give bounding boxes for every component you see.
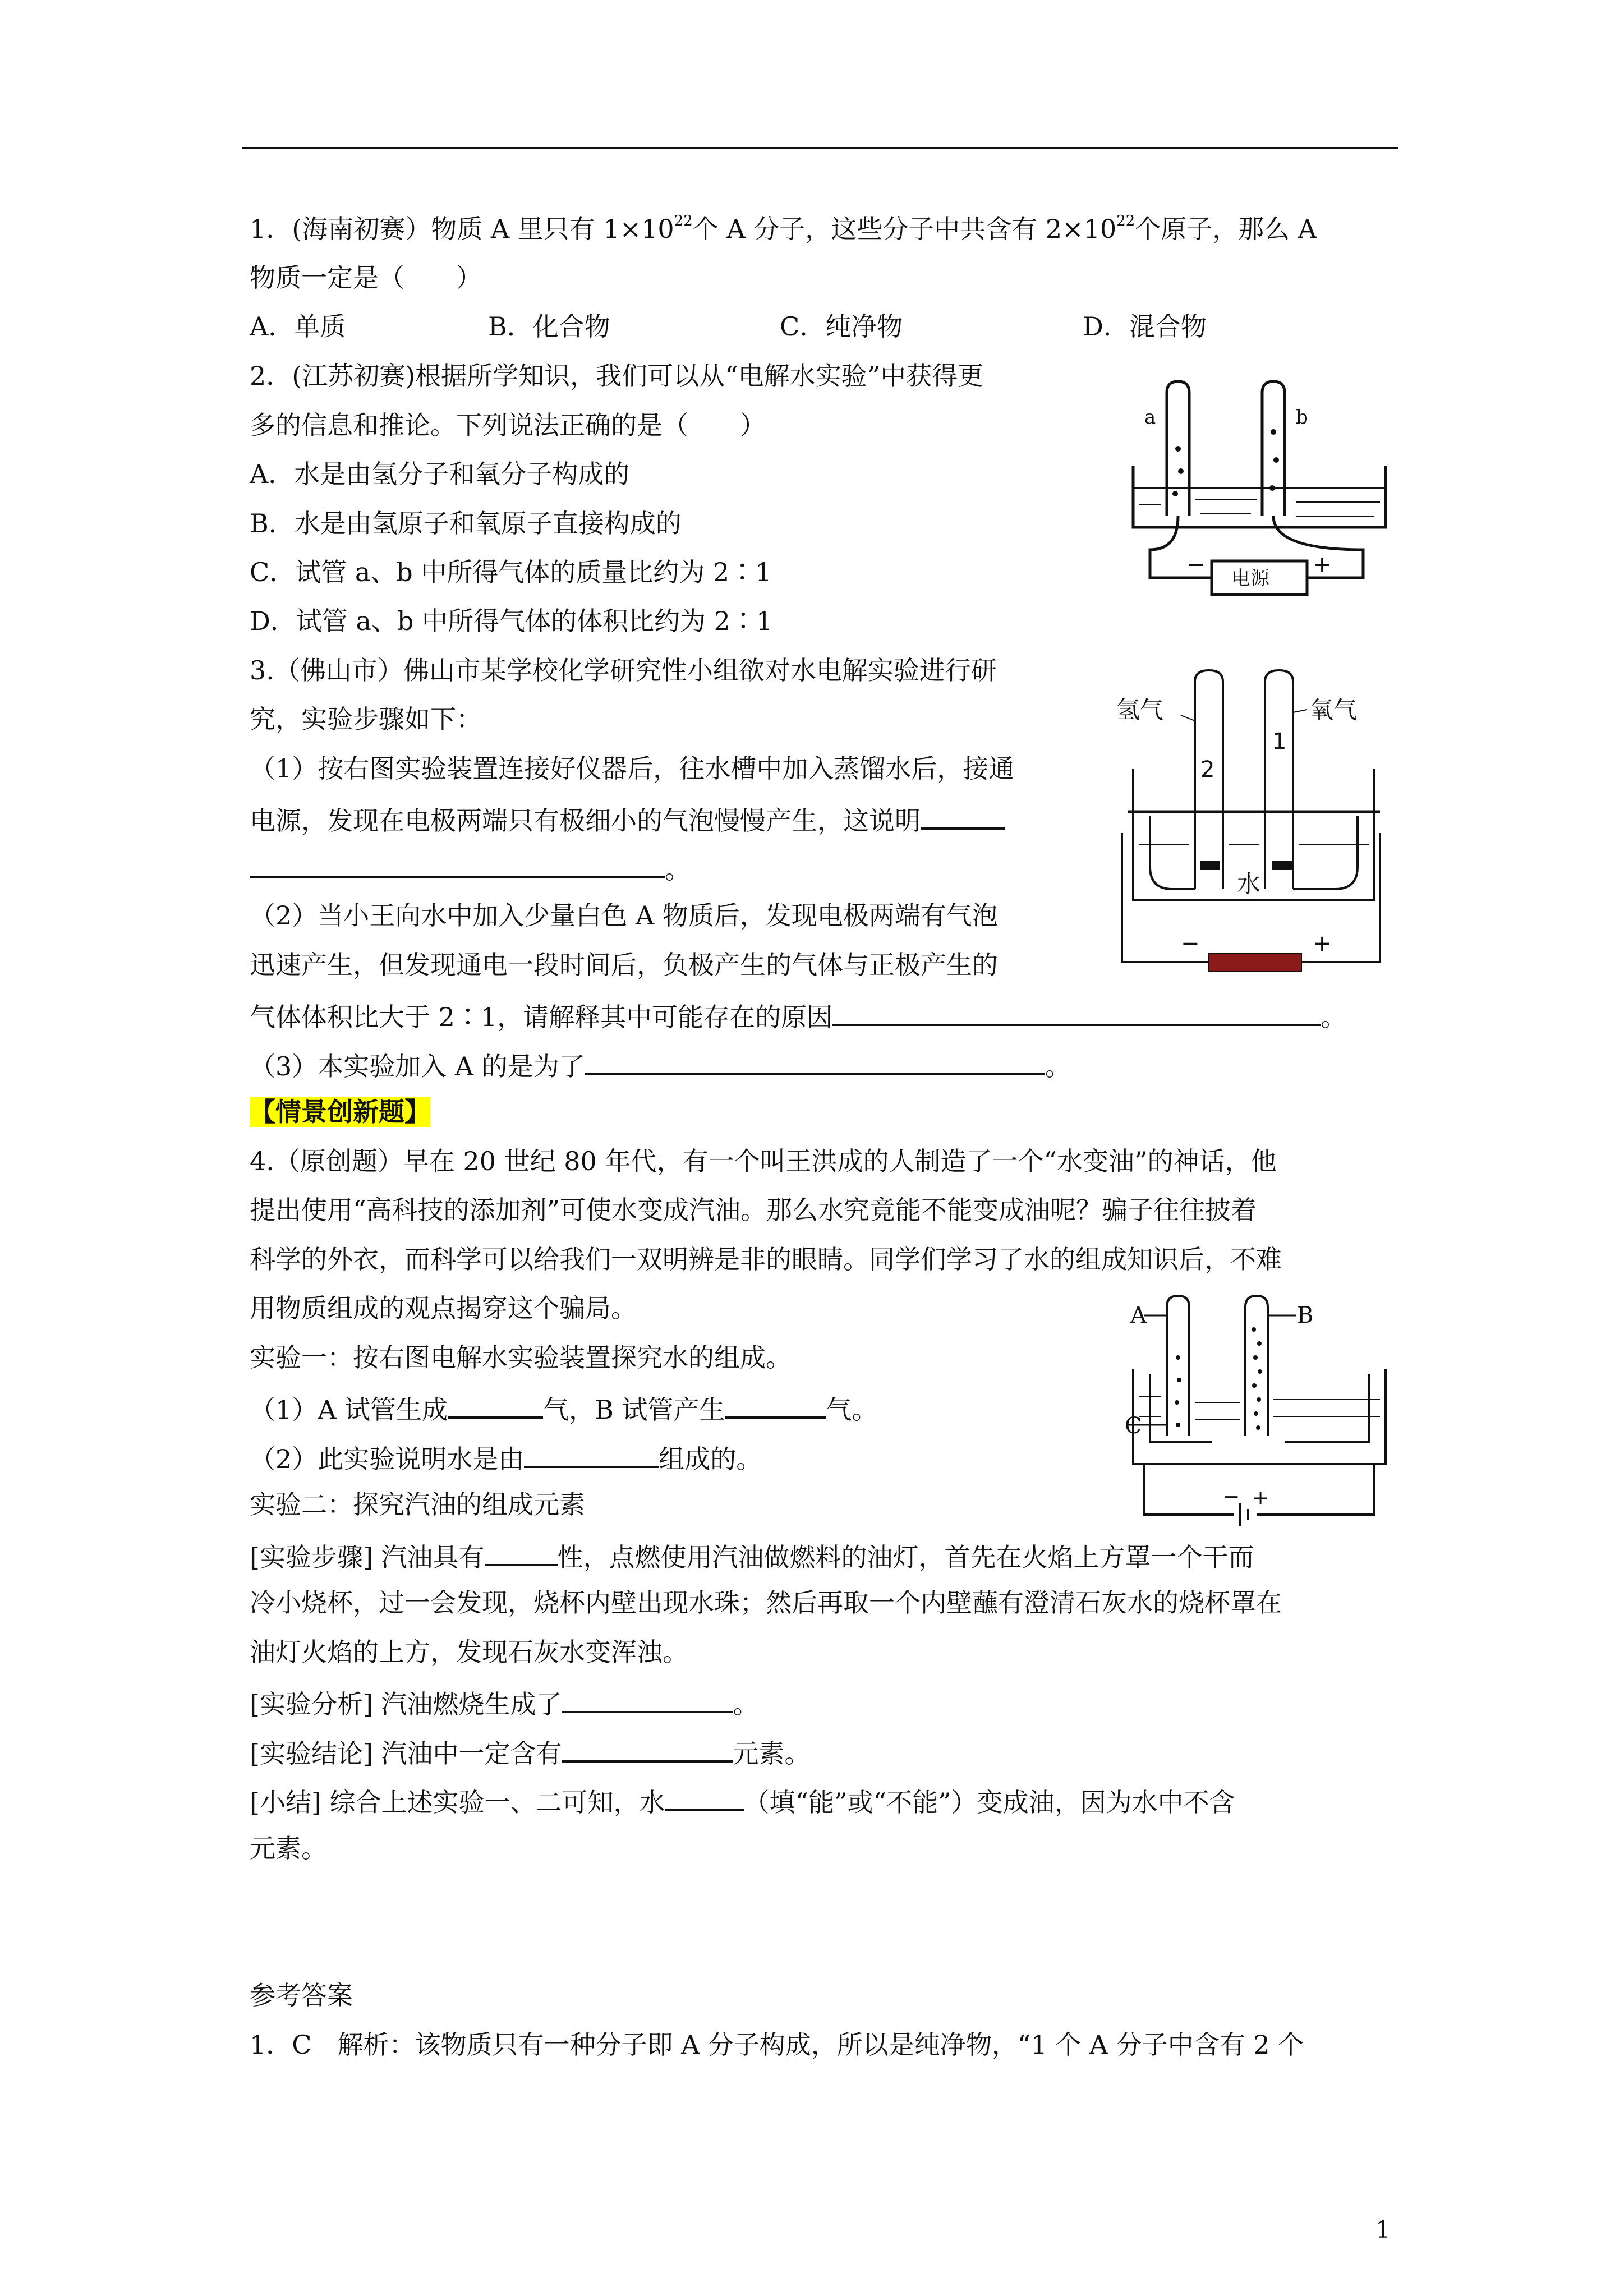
q2-electrolysis-figure [1128, 381, 1391, 617]
q4-figure-plus: + [1252, 1487, 1269, 1510]
q4-figure-label-b: B [1297, 1303, 1314, 1328]
q4-blank-can-or-cannot [665, 1782, 744, 1811]
q4-sub-1: （1）A 试管生成 气，B 试管产生 气。 [250, 1389, 878, 1427]
q3-blank-3 [585, 1046, 1045, 1075]
q4-line4: 用物质组成的观点揭穿这个骗局。 [250, 1293, 637, 1323]
q4-step-1: [实验步骤] 汽油具有 性，点燃使用汽油做燃料的油灯，首先在火焰上方罩一个干而 [250, 1537, 1254, 1574]
q1-option-d: D．混合物 [1083, 311, 1207, 342]
q2-option-b: B．水是由氢原子和氧原子直接构成的 [250, 508, 682, 539]
q3-line2: 究，实验步骤如下： [250, 704, 482, 734]
section-heading: 【情景创新题】 [250, 1097, 430, 1127]
q2-figure-label-a: a [1144, 406, 1156, 429]
page-number: 1 [1375, 2216, 1391, 2243]
q1-option-c: C．纯净物 [780, 311, 903, 342]
q2-option-d: D．试管 a、b 中所得气体的体积比约为 2∶1 [250, 606, 773, 636]
q3-figure-hydrogen-label: 氢气 [1116, 696, 1164, 724]
q4-blank-elements [562, 1733, 733, 1763]
answer-1: 1．C 解析：该物质只有一种分子即 A 分子构成，所以是纯净物，“1 个 A 分子中含有 2 个 [250, 2030, 1304, 2060]
q4-line1: 4.（原创题）早在 20 世纪 80 年代，有一个叫王洪成的人制造了一个“水变油”的神话，他 [250, 1146, 1277, 1176]
q4-line2: 提出使用“高科技的添加剂”可使水变成汽油。那么水究竟能不能变成油呢？骗子往往披着 [250, 1195, 1257, 1225]
q3-figure-plus: + [1313, 931, 1332, 956]
q3-line4: 电源，发现在电极两端只有极细小的气泡慢慢产生，这说明 [250, 800, 1005, 838]
q1-option-b: B．化合物 [488, 311, 610, 342]
q4-blank-composition [524, 1439, 659, 1468]
q3-blank-2 [832, 997, 1321, 1026]
q2-figure-power-label: 电源 [1231, 567, 1269, 590]
q3-line8: （3）本实验加入 A 的是为了 。 [250, 1046, 1071, 1083]
q4-step-3: 油灯火焰的上方，发现石灰水变浑浊。 [250, 1637, 688, 1667]
q4-sub-2: （2）此实验说明水是由 组成的。 [250, 1439, 762, 1476]
q3-blank-1-cont [250, 849, 665, 878]
q4-experiment-1: 实验一：按右图电解水实验装置探究水的组成。 [250, 1342, 792, 1373]
q3-figure-minus: − [1181, 931, 1200, 956]
q3-figure-tube-2: 2 [1200, 757, 1215, 783]
q3-line4-cont: 。 [250, 849, 691, 886]
q3-line1: 3.（佛山市）佛山市某学校化学研究性小组欲对水电解实验进行研 [250, 655, 997, 685]
q4-summary: [小结] 综合上述实验一、二可知，水 （填“能”或“不能”）变成油，因为水中不含 [250, 1782, 1235, 1819]
q2-line1: 2．(江苏初赛)根据所学知识，我们可以从“电解水实验”中获得更 [250, 361, 984, 391]
q4-conclusion: [实验结论] 汽油中一定含有 元素。 [250, 1733, 811, 1770]
q3-figure-oxygen-label: 氧气 [1310, 696, 1358, 724]
q4-figure-minus: − [1223, 1485, 1240, 1508]
q2-option-a: A．水是由氢分子和氧分子构成的 [250, 459, 630, 489]
q4-figure-label-a: A [1130, 1303, 1147, 1328]
q3-figure-water-label: 水 [1237, 870, 1261, 898]
q3-blank-1 [921, 800, 1005, 830]
q3-line5: （2）当小王向水中加入少量白色 A 物质后，发现电极两端有气泡 [250, 900, 998, 931]
q4-blank-b-gas [725, 1389, 826, 1419]
q4-figure-label-c: C [1125, 1413, 1142, 1439]
q3-electrolysis-figure [1116, 665, 1386, 976]
q2-figure-plus: + [1313, 552, 1332, 578]
q2-line2: 多的信息和推论。下列说法正确的是（ ） [250, 410, 766, 440]
q4-experiment-2: 实验二：探究汽油的组成元素 [250, 1489, 585, 1520]
q3-line7: 气体体积比大于 2∶1，请解释其中可能存在的原因 。 [250, 997, 1346, 1034]
q4-analysis: [实验分析] 汽油燃烧生成了 。 [250, 1684, 759, 1721]
q4-blank-a-gas [448, 1389, 543, 1419]
q1-options [250, 310, 1207, 343]
q3-line6: 迅速产生，但发现通电一段时间后，负极产生的气体与正极产生的 [250, 950, 998, 980]
answers-title: 参考答案 [250, 1980, 353, 2010]
q4-step-2: 冷小烧杯，过一会发现，烧杯内壁出现水珠；然后再取一个内壁蘸有澄清石灰水的烧杯罩在 [250, 1588, 1282, 1618]
q4-blank-products [562, 1684, 733, 1713]
q1-option-a: A．单质 [250, 311, 346, 342]
q2-figure-label-b: b [1296, 406, 1308, 429]
q4-blank-property [485, 1537, 558, 1566]
q3-line3: （1）按右图实验装置连接好仪器后，往水槽中加入蒸馏水后，接通 [250, 753, 1015, 784]
q1-line2: 物质一定是（ ） [250, 263, 482, 293]
q4-summary-2: 元素。 [250, 1833, 327, 1864]
q4-electrolysis-figure [1125, 1296, 1397, 1531]
q4-line3: 科学的外衣，而科学可以给我们一双明辨是非的眼睛。同学们学习了水的组成知识后，不难 [250, 1244, 1282, 1274]
q2-figure-minus: − [1186, 552, 1206, 578]
header-rule [242, 147, 1398, 149]
q1-line1: 1．(海南初赛）物质 A 里只有 $1\times 10^{22}$个 A 分子，这些分子中共含有 $2\times 10^{22}$个原子，那么 A [250, 213, 1317, 244]
q3-figure-tube-1: 1 [1272, 729, 1287, 754]
q2-option-c: C．试管 a、b 中所得气体的质量比约为 2∶1 [250, 557, 772, 587]
